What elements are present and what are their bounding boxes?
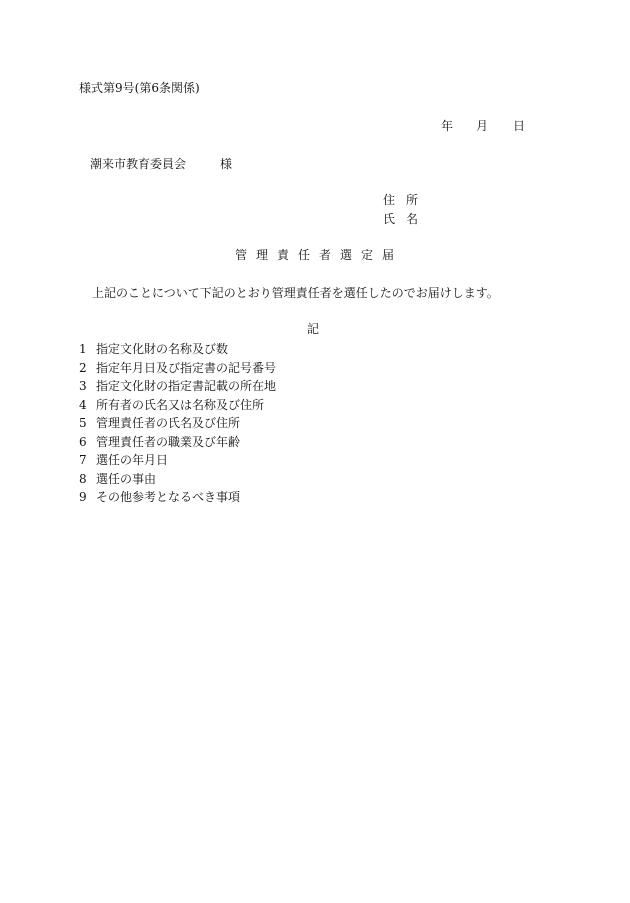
item-text: 指定文化財の名称及び数 — [96, 342, 229, 356]
item-text: 選任の年月日 — [96, 453, 169, 467]
list-item — [79, 398, 276, 417]
item-text: 指定年月日及び指定書の記号番号 — [96, 360, 277, 375]
addressee-name: 潮来市教育委員会 — [90, 157, 187, 171]
address-label-char-2: 所 — [406, 193, 419, 207]
list-item — [79, 435, 276, 454]
item-number: 4 — [79, 397, 87, 412]
list-item — [79, 490, 276, 509]
list-item — [79, 361, 276, 380]
applicant-address-label — [383, 193, 418, 207]
item-number: 1 — [79, 342, 87, 356]
item-text: 管理責任者の氏名及び住所 — [96, 416, 241, 430]
item-number: 6 — [79, 434, 87, 449]
date-month-label: 月 — [476, 119, 489, 133]
item-text: 管理責任者の職業及び年齢 — [96, 434, 241, 449]
item-number: 2 — [79, 360, 87, 375]
item-number: 8 — [79, 471, 87, 486]
form-number: 様式第9号(第6条関係) — [79, 81, 200, 95]
list-item — [79, 416, 276, 435]
document-title: 管理責任者選定届 — [235, 248, 404, 262]
address-label-char-1: 住 — [383, 193, 396, 207]
item-number: 3 — [79, 379, 87, 393]
list-item — [79, 379, 276, 398]
name-label-char-2: 名 — [406, 212, 419, 226]
addressee-line — [90, 157, 232, 171]
item-number: 7 — [79, 453, 87, 467]
item-text: 所有者の氏名又は名称及び住所 — [96, 397, 265, 412]
applicant-name-label — [383, 212, 418, 226]
item-text: 選任の事由 — [96, 471, 157, 486]
item-text: 指定文化財の指定書記載の所在地 — [96, 379, 277, 393]
list-item — [79, 472, 276, 491]
item-text: その他参考となるべき事項 — [96, 490, 241, 504]
date-line — [441, 119, 525, 133]
addressee-honorific: 様 — [220, 157, 233, 171]
item-number: 5 — [79, 416, 87, 430]
date-day-label: 日 — [513, 119, 526, 133]
item-number: 9 — [79, 490, 87, 504]
ki-heading: 記 — [307, 322, 320, 336]
date-year-label: 年 — [441, 119, 454, 133]
items-list — [79, 342, 276, 509]
list-item — [79, 453, 276, 472]
body-text: 上記のことについて下記のとおり管理責任者を選任したのでお届けします。 — [92, 286, 499, 300]
list-item — [79, 342, 276, 361]
name-label-char-1: 氏 — [383, 212, 396, 226]
